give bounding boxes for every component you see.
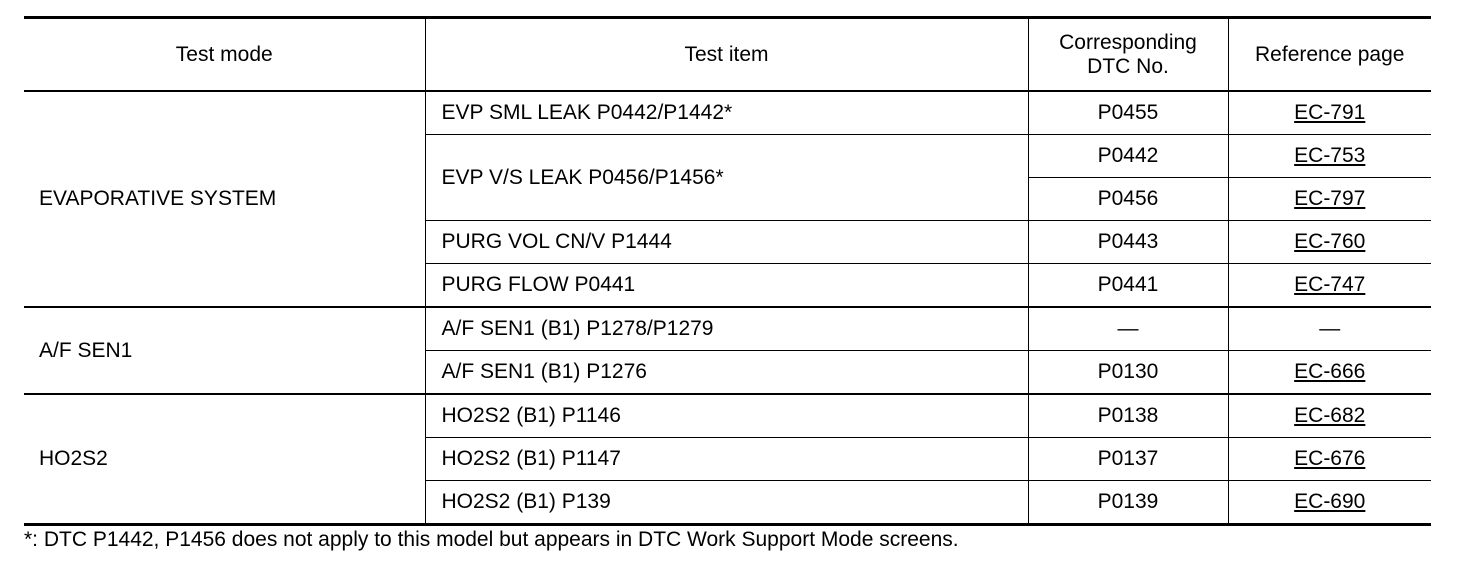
reference-page-link[interactable]: EC-747 — [1294, 273, 1366, 296]
reference-page-link[interactable]: EC-753 — [1294, 144, 1366, 167]
reference-cell — [1228, 264, 1431, 308]
reference-page-link[interactable]: EC-682 — [1294, 404, 1366, 427]
test-item-cell: HO2S2 (B1) P139 — [425, 481, 1028, 525]
dtc-code: P0455 — [1097, 101, 1159, 124]
dtc-code: P0456 — [1097, 187, 1159, 210]
reference-cell — [1228, 178, 1431, 221]
header-dtc-line2: DTC No. — [1087, 54, 1169, 78]
reference-page-link[interactable]: EC-760 — [1294, 230, 1366, 253]
reference-cell — [1228, 394, 1431, 438]
header-dtc-no — [1028, 18, 1228, 92]
dtc-cell — [1028, 394, 1228, 438]
footnote: *: DTC P1442, P1456 does not apply to this model but appears in DTC Work Support Mode screens. — [24, 528, 959, 551]
dtc-cell — [1028, 91, 1228, 135]
test-mode-cell: HO2S2 — [24, 394, 425, 525]
reference-cell — [1228, 351, 1431, 395]
dtc-cell — [1028, 135, 1228, 178]
reference-dash: — — [1319, 317, 1341, 340]
header-row — [24, 18, 1431, 92]
dtc-reference-table — [24, 16, 1431, 526]
table-row — [24, 307, 1431, 351]
dtc-code: P0139 — [1097, 490, 1159, 513]
reference-cell — [1228, 221, 1431, 264]
dtc-dash: — — [1117, 317, 1139, 340]
reference-cell — [1228, 91, 1431, 135]
test-item-cell: PURG FLOW P0441 — [425, 264, 1028, 308]
test-item-cell: HO2S2 (B1) P1146 — [425, 394, 1028, 438]
reference-cell — [1228, 307, 1431, 351]
header-reference-page: Reference page — [1228, 18, 1431, 92]
dtc-cell — [1028, 221, 1228, 264]
dtc-code: P0442 — [1097, 144, 1159, 167]
table-row — [24, 394, 1431, 438]
dtc-cell — [1028, 351, 1228, 395]
test-item-cell: EVP SML LEAK P0442/P1442* — [425, 91, 1028, 135]
table-row — [24, 91, 1431, 135]
reference-cell — [1228, 438, 1431, 481]
test-item-cell: EVP V/S LEAK P0456/P1456* — [425, 135, 1028, 221]
dtc-cell — [1028, 438, 1228, 481]
test-item-cell: PURG VOL CN/V P1444 — [425, 221, 1028, 264]
test-item-cell: HO2S2 (B1) P1147 — [425, 438, 1028, 481]
reference-cell — [1228, 135, 1431, 178]
test-mode-cell: A/F SEN1 — [24, 307, 425, 394]
reference-page-link[interactable]: EC-791 — [1294, 101, 1366, 124]
test-item-cell: A/F SEN1 (B1) P1278/P1279 — [425, 307, 1028, 351]
dtc-cell — [1028, 307, 1228, 351]
header-dtc-line1: Corresponding — [1059, 30, 1197, 54]
dtc-code: P0443 — [1097, 230, 1159, 253]
reference-cell — [1228, 481, 1431, 525]
test-mode-cell: EVAPORATIVE SYSTEM — [24, 91, 425, 307]
dtc-cell — [1028, 264, 1228, 308]
reference-page-link[interactable]: EC-690 — [1294, 490, 1366, 513]
reference-page-link[interactable]: EC-797 — [1294, 187, 1366, 210]
header-test-item: Test item — [425, 18, 1028, 92]
reference-page-link[interactable]: EC-666 — [1294, 360, 1366, 383]
dtc-cell — [1028, 178, 1228, 221]
dtc-code: P0138 — [1097, 404, 1159, 427]
header-test-mode: Test mode — [24, 18, 425, 92]
dtc-code: P0130 — [1097, 360, 1159, 383]
dtc-code: P0441 — [1097, 273, 1159, 296]
table-body — [24, 91, 1431, 525]
reference-page-link[interactable]: EC-676 — [1294, 447, 1366, 470]
dtc-cell — [1028, 481, 1228, 525]
dtc-code: P0137 — [1097, 447, 1159, 470]
test-item-cell: A/F SEN1 (B1) P1276 — [425, 351, 1028, 395]
